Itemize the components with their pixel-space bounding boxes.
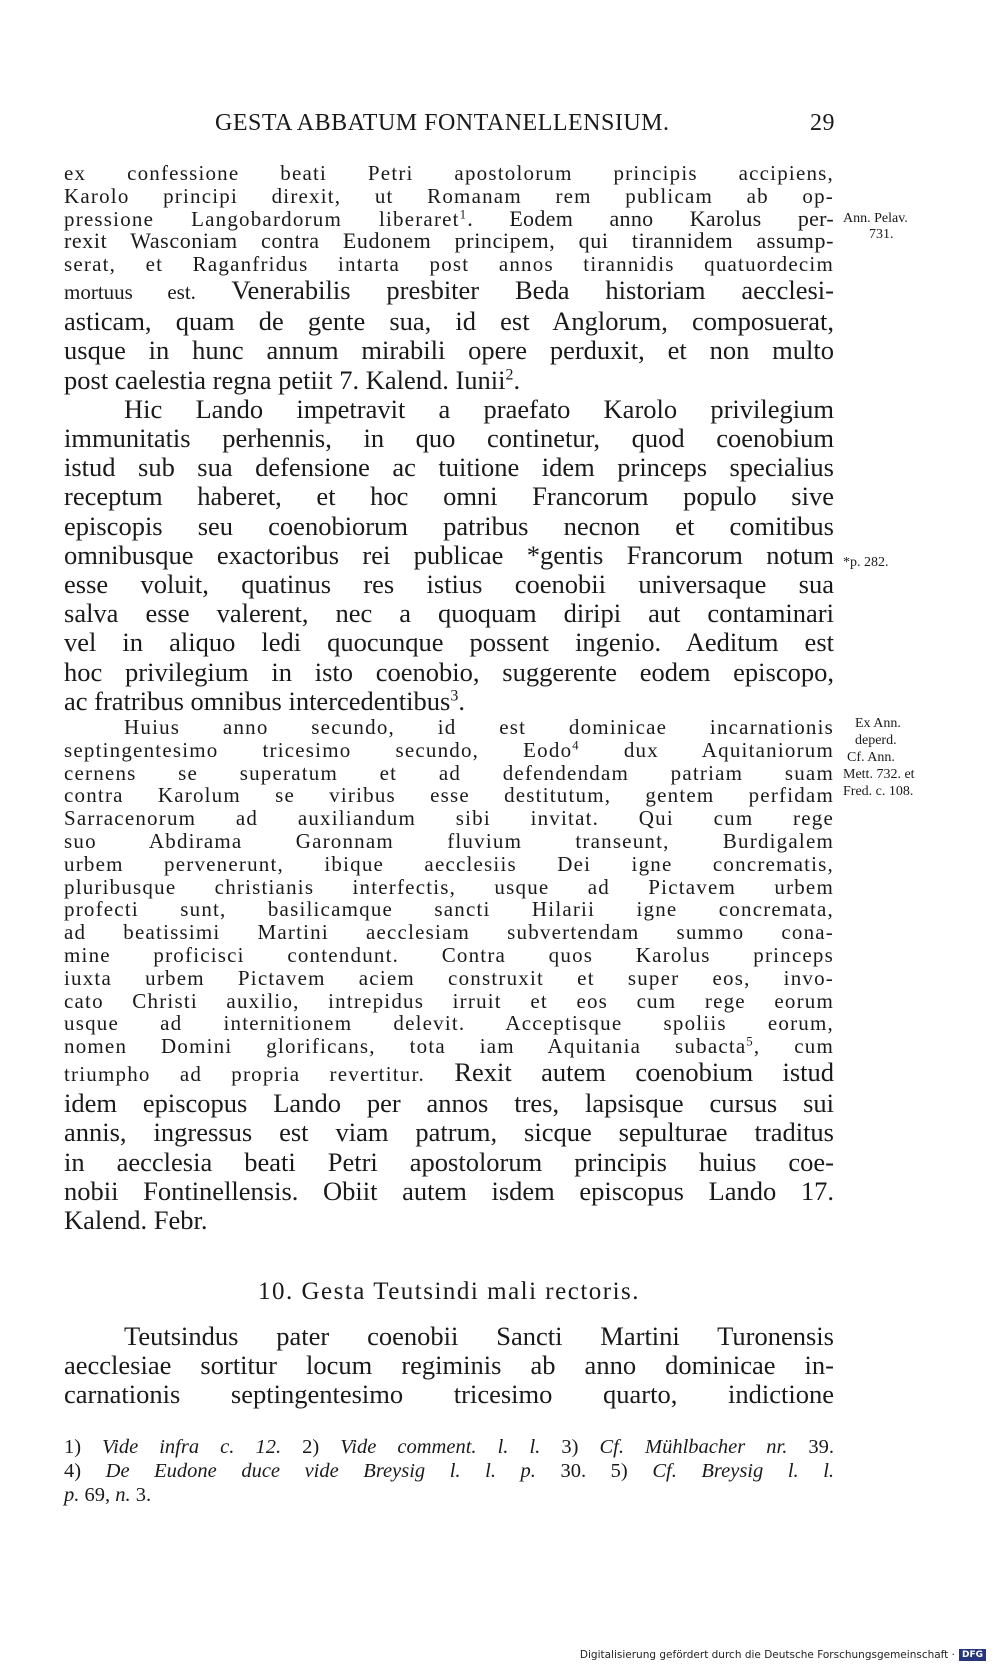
text-line: Hic Lando impetravit a praefato Karolo privilegium bbox=[124, 393, 834, 424]
text-line: receptum haberet, et hoc omni Francorum populo sive bbox=[64, 481, 834, 512]
text-line: immunitatis perhennis, in quo continetur, quod coenobium bbox=[64, 423, 834, 453]
dfg-logo: DFG bbox=[959, 1649, 986, 1661]
main-text bbox=[64, 162, 834, 1235]
digitization-credit: Digitalisierung gefördert durch die Deutsche Forschungsgemeinschaft · DFG bbox=[580, 1649, 986, 1661]
text-line: pluribusque christianis interfectis, usque ad Pictavem urbem bbox=[64, 874, 834, 899]
footnote-ref: 4 bbox=[572, 738, 580, 753]
footnote-line: p. 69, n. 3. bbox=[64, 1484, 152, 1506]
text-line: nomen Domini glorificans, tota iam Aquitania subacta$^5$, cum bbox=[64, 1034, 834, 1059]
footnote-ref: 1 bbox=[459, 207, 468, 222]
text-line: mortuus est. Venerabilis presbiter Beda historiam aecclesi- bbox=[64, 274, 834, 305]
text-line: nobii Fontinellensis. Obiit autem isdem episcopus Lando 17. bbox=[64, 1175, 834, 1206]
text-line: septingentesimo tricesimo secundo, Eodo$^4$ dux Aquitaniorum bbox=[64, 737, 834, 762]
footnotes bbox=[64, 1435, 834, 1507]
text-line: vel in aliquo ledi quocunque possent ingenio. Aeditum est bbox=[64, 627, 834, 658]
section-heading: 10. Gesta Teutsindi mali rectoris. bbox=[257, 1278, 641, 1305]
footnote-line: 1) Vide infra c. 12. 2) Vide comment. l. l. 3) Cf. Mühlbacher nr. 39. bbox=[64, 1436, 835, 1458]
footnote-ref: 3 bbox=[450, 687, 459, 705]
margin-note: Ann. Pelav. 731. bbox=[843, 211, 908, 242]
margin-note: *p. 282. bbox=[843, 555, 889, 570]
text-line: hoc privilegium in isto coenobio, suggerente eodem episcopo, bbox=[64, 656, 834, 687]
text-line: carnationis septingentesimo tricesimo quarto, indictione bbox=[64, 1379, 834, 1410]
text-line: serat, et Raganfridus intarta post annos tirannidis quatuordecim bbox=[64, 252, 834, 277]
text-line: rexit Wasconiam contra Eudonem principem, qui tirannidem assump- bbox=[64, 228, 834, 254]
footnote-ref: 5 bbox=[746, 1034, 754, 1049]
text-line: Sarracenorum ad auxiliandum sibi invitat. Qui cum rege bbox=[64, 806, 834, 831]
text-line: Teutsindus pater coenobii Sancti Martini Turonensis bbox=[124, 1321, 834, 1351]
text-line: istud sub sua defensione ac tuitione idem princeps specialius bbox=[64, 452, 834, 483]
text-line: urbem pervenerunt, ibique aecclesiis Dei igne concrematis, bbox=[64, 851, 834, 876]
section-text bbox=[64, 1322, 834, 1410]
text-line: profecti sunt, basilicamque sancti Hilarii igne concremata, bbox=[64, 897, 834, 922]
page-number: 29 bbox=[810, 110, 835, 136]
footnote-line: 4) De Eudone duce vide Breysig l. l. p. 30. 5) Cf. Breysig l. l. bbox=[64, 1460, 835, 1482]
text-line: suo Abdirama Garonnam fluvium transeunt, Burdigalem bbox=[64, 829, 834, 854]
text-line: ac fratribus omnibus intercedentibus$^3$. bbox=[64, 685, 465, 716]
text-line: post caelestia regna petiit 7. Kalend. Iunii$^2$. bbox=[64, 364, 521, 395]
text-line: salva esse valerent, nec a quoquam diripi aut contaminari bbox=[64, 598, 834, 629]
footnote-ref: 2 bbox=[505, 366, 514, 384]
text-line: triumpho ad propria revertitur. Rexit autem coenobium istud bbox=[64, 1056, 834, 1087]
text-line: episcopis seu coenobiorum patribus necnon et comitibus bbox=[64, 510, 834, 541]
text-line: Kalend. Febr. bbox=[64, 1205, 208, 1235]
text-line: contra Karolum se viribus esse destitutum, gentem perfidam bbox=[64, 783, 834, 808]
text-line: annis, ingressus est viam patrum, sicque sepulturae traditus bbox=[64, 1117, 834, 1148]
text-line: cernens se superatum et ad defendendam patriam suam bbox=[64, 760, 834, 785]
text-line: ex confessione beati Petri apostolorum principis accipiens, bbox=[64, 161, 834, 185]
running-title: GESTA ABBATUM FONTANELLENSIUM. bbox=[215, 110, 670, 136]
text-line: usque in hunc annum mirabili opere perduxit, et non multo bbox=[64, 335, 834, 366]
text-line: iuxta urbem Pictavem aciem construxit et super eos, invo- bbox=[64, 965, 834, 990]
text-line: mine proficisci contendunt. Contra quos Karolus princeps bbox=[64, 943, 834, 967]
text-line: idem episcopus Lando per annos tres, lapsisque cursus sui bbox=[64, 1088, 834, 1119]
text-line: ad beatissimi Martini aecclesiam subvertendam summo cona- bbox=[64, 920, 834, 945]
text-line: Huius anno secundo, id est dominicae incarnationis bbox=[124, 715, 834, 740]
text-line: Karolo principi direxit, ut Romanam rem publicam ab op- bbox=[64, 183, 834, 208]
margin-note: Ex Ann. deperd. Cf. Ann. Mett. 732. et Fred. c. 108. bbox=[843, 716, 915, 799]
text-line: cato Christi auxilio, intrepidus irruit et eos cum rege eorum bbox=[64, 988, 834, 1013]
text-line: aecclesiae sortitur locum regiminis ab anno dominicae in- bbox=[64, 1350, 834, 1381]
text-line: usque ad internitionem delevit. Acceptisque spoliis eorum, bbox=[64, 1011, 834, 1036]
text-line: asticam, quam de gente sua, id est Anglorum, composuerat, bbox=[64, 306, 834, 337]
text-line: omnibusque exactoribus rei publicae *gentis Francorum notum bbox=[64, 539, 834, 570]
text-line: esse voluit, quatinus res istius coenobii universaque sua bbox=[64, 569, 834, 600]
text-line: in aecclesia beati Petri apostolorum principis huius coe- bbox=[64, 1146, 834, 1177]
text-line: pressione Langobardorum liberaret$^1$. Eodem anno Karolus per- bbox=[64, 205, 834, 231]
